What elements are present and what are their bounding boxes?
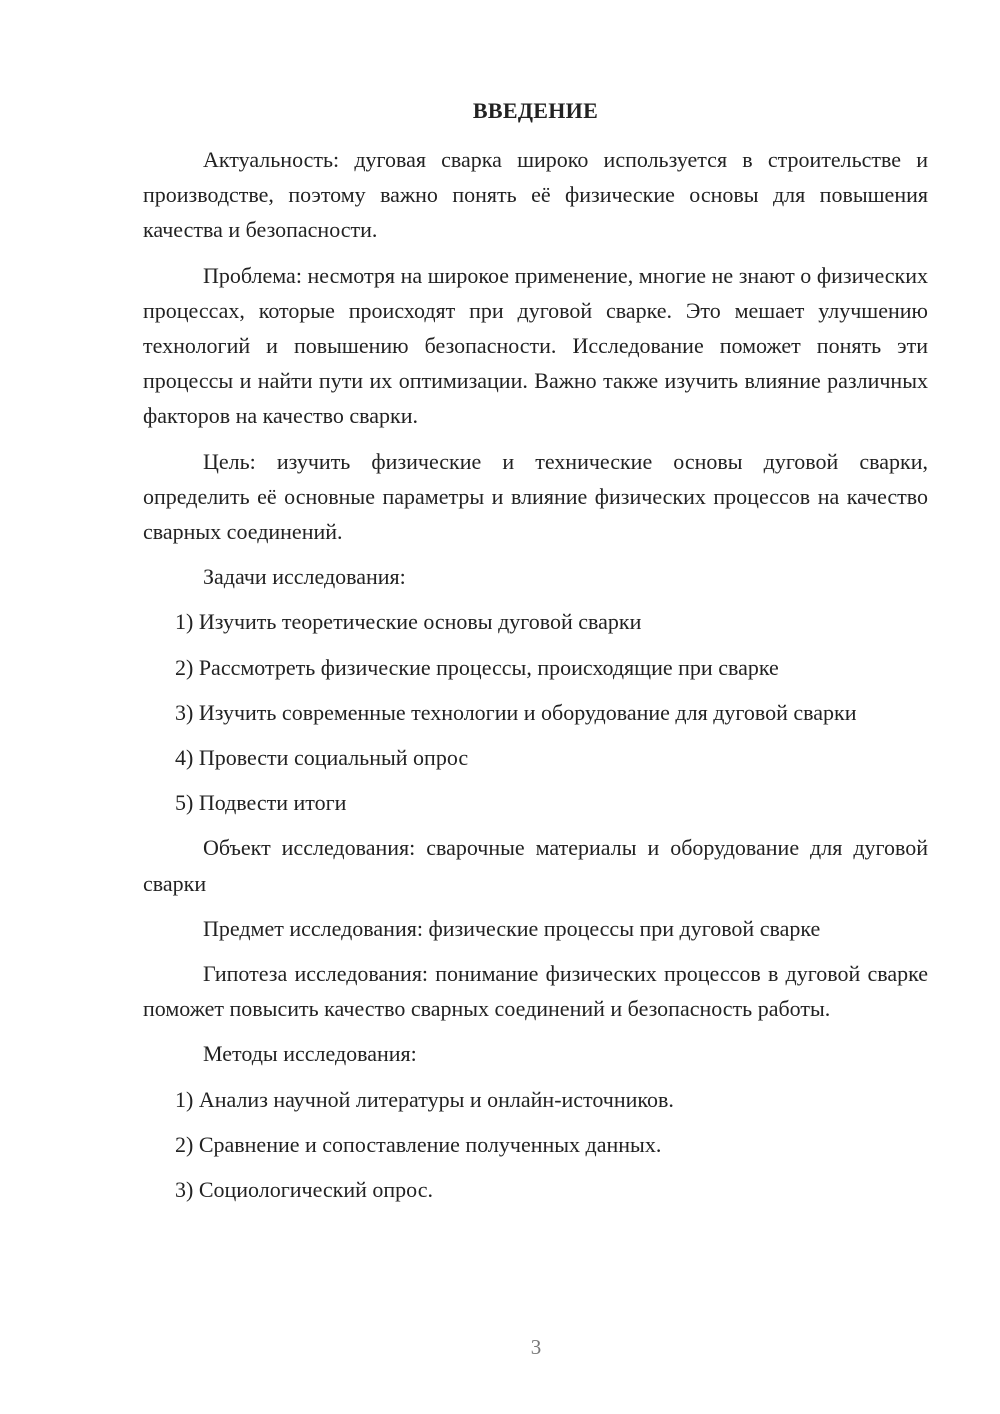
task-item: 5) Подвести итоги	[175, 790, 347, 816]
hypothesis-paragraph: Гипотеза исследования: понимание физических процессов в дуговой сварке поможет повысить качество сварных соединений и безопасность работы.	[143, 961, 928, 1022]
methods-heading: Методы исследования:	[203, 1041, 417, 1067]
task-item: 4) Провести социальный опрос	[175, 745, 469, 771]
section-title: ВВЕДЕНИЕ	[472, 98, 599, 123]
tasks-heading: Задачи исследования:	[203, 564, 406, 590]
method-item: 1) Анализ научной литературы и онлайн-источников.	[175, 1086, 674, 1112]
page-number: 3	[530, 1335, 542, 1359]
object-paragraph: Объект исследования: сварочные материалы и оборудование для дуговой сварки	[143, 835, 928, 896]
method-item: 3) Социологический опрос.	[175, 1177, 433, 1203]
problem-paragraph: Проблема: несмотря на широкое применение, многие не знают о физических процессах, которые происходят при дуговой сварке. Это мешает улучшению технологий и повышению безопасности. Исследование поможет понять эти процессы и найти пути их оптимизации. Важно также изучить влияние различных факторов на качество сварки.	[143, 262, 928, 429]
goal-paragraph: Цель: изучить физические и технические основы дуговой сварки, определить её основные параметры и влияние физических процессов на качество сварных соединений.	[143, 448, 928, 545]
document-body	[143, 142, 928, 1217]
method-item: 2) Сравнение и сопоставление полученных данных.	[175, 1131, 662, 1157]
task-item: 2) Рассмотреть физические процессы, происходящие при сварке	[175, 654, 779, 680]
task-item: 3) Изучить современные технологии и оборудование для дуговой сварки	[175, 699, 857, 725]
task-item: 1) Изучить теоретические основы дуговой сварки	[175, 609, 642, 635]
relevance-paragraph: Актуальность: дуговая сварка широко используется в строительстве и производстве, поэтому важно понять её физические основы для повышения качества и безопасности.	[143, 147, 928, 243]
subject-paragraph: Предмет исследования: физические процессы при дуговой сварке	[203, 915, 821, 941]
